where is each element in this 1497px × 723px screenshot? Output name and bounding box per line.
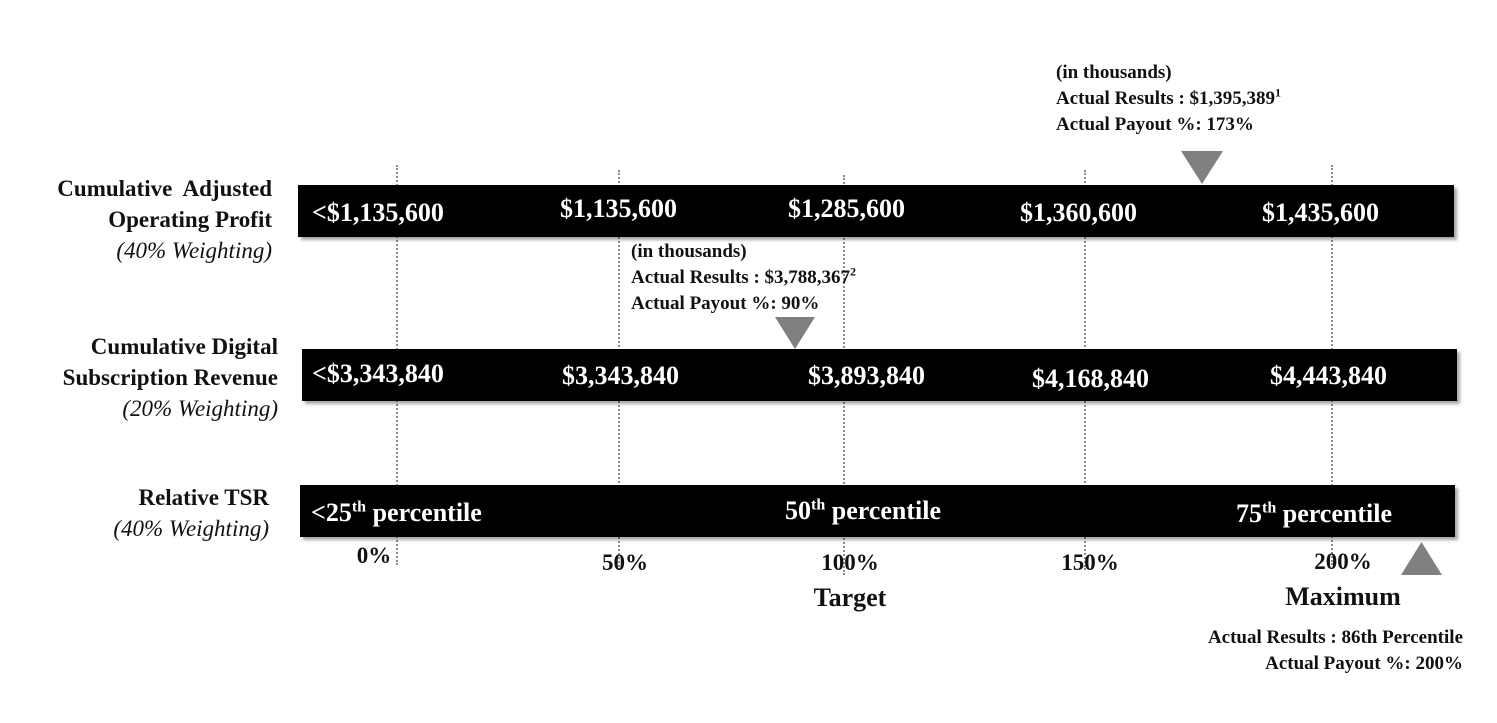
row-label-relative-tsr [113, 482, 269, 544]
bar-value: <25th percentile [311, 498, 482, 527]
row-label-line1: Cumulative Adjusted [57, 176, 272, 201]
bar-value: $3,893,840 [808, 361, 925, 390]
bar-value: $1,435,600 [1262, 198, 1379, 227]
bar-value: $1,135,600 [560, 194, 677, 223]
row-weighting: (40% Weighting) [113, 516, 269, 541]
annotation-actual-results: Actual Results : 86th Percentile [1207, 627, 1463, 648]
bar-value: <$3,343,840 [312, 359, 444, 388]
annotation-operating-profit [1056, 60, 1281, 138]
annotation-actual-payout: Actual Payout %: 200% [1265, 653, 1463, 674]
tick-label-200: 200% [1314, 549, 1372, 574]
bar-value: <$1,135,600 [312, 198, 444, 227]
bar-value: 75th percentile [1236, 499, 1392, 528]
payout-marker-up-icon [1401, 542, 1442, 576]
annotation-digital-revenue [631, 239, 856, 317]
payout-marker-down-icon [775, 317, 815, 350]
bar-value: $4,168,840 [1032, 364, 1149, 393]
annotation-units: (in thousands) [1056, 62, 1172, 83]
bar-value: 50th percentile [785, 496, 941, 525]
bar-value: $1,360,600 [1020, 198, 1137, 227]
annotation-actual-results: Actual Results : $1,395,389$^1$ [1056, 85, 1282, 109]
row-label-line1: Relative TSR [138, 485, 269, 510]
tick-sublabel-maximum: Maximum [1285, 582, 1401, 611]
row-label-line1: Cumulative Digital [90, 334, 278, 359]
tick-label-50: 50% [602, 550, 648, 575]
annotation-actual-payout: Actual Payout %: 173% [1056, 114, 1254, 135]
payout-marker-down-icon [1181, 151, 1223, 185]
annotation-actual-results: Actual Results : $3,788,367$^2$ [631, 264, 857, 288]
annotation-units: (in thousands) [631, 241, 747, 262]
row-label-line2: Operating Profit [108, 207, 272, 232]
tick-label-100: 100% [821, 550, 879, 575]
row-weighting: (40% Weighting) [116, 238, 272, 263]
annotation-relative-tsr [1208, 625, 1463, 677]
bar-value: $1,285,600 [788, 194, 905, 223]
row-label-digital-revenue [63, 331, 278, 424]
bar-value: $4,443,840 [1270, 361, 1387, 390]
tick-sublabel-target: Target [813, 583, 887, 612]
tick-label-150: 150% [1061, 550, 1119, 575]
annotation-actual-payout: Actual Payout %: 90% [631, 293, 820, 314]
row-label-line2: Subscription Revenue [62, 365, 278, 390]
tick-label-0: 0% [356, 543, 392, 568]
row-label-operating-profit [57, 173, 272, 266]
bar-value: $3,343,840 [562, 361, 679, 390]
row-weighting: (20% Weighting) [122, 396, 278, 421]
